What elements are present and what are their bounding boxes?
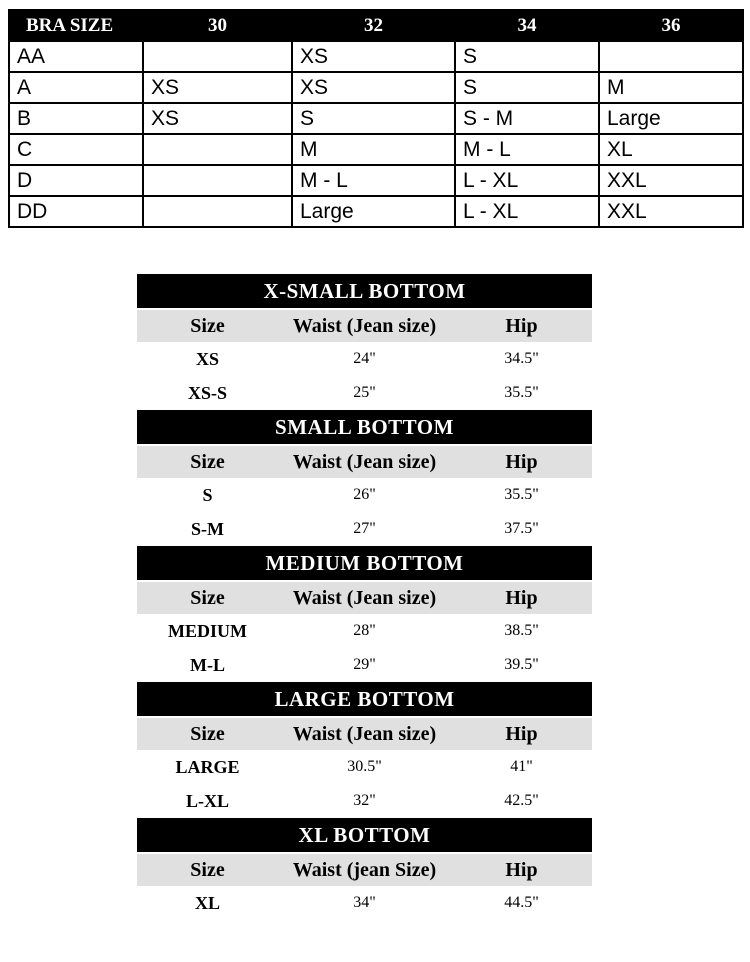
- table-row: [137, 750, 592, 784]
- table-row: [9, 41, 743, 72]
- column-header-hip: Hip: [505, 315, 538, 337]
- hip-cell: 44.5": [504, 894, 539, 911]
- column-header-size: Size: [190, 723, 225, 745]
- size-cell: LARGE: [175, 757, 240, 777]
- size-cell: XS: [196, 349, 220, 369]
- cup-cell: B: [9, 103, 143, 134]
- size-cell: XS-S: [188, 383, 228, 403]
- size-table-small: [137, 410, 592, 546]
- waist-cell: 28": [353, 622, 376, 639]
- size-table-column-headers: [137, 718, 592, 750]
- table-cell: XXL: [599, 196, 743, 227]
- column-header-hip: Hip: [505, 859, 538, 881]
- cup-cell: A: [9, 72, 143, 103]
- table-row: [9, 103, 743, 134]
- table-cell: M: [292, 134, 455, 165]
- waist-cell: 32": [353, 792, 376, 809]
- table-cell: S: [455, 41, 599, 72]
- table-cell: [143, 134, 292, 165]
- table-cell: [143, 196, 292, 227]
- waist-cell: 30.5": [347, 758, 382, 775]
- table-cell: XXL: [599, 165, 743, 196]
- table-row: [9, 196, 743, 227]
- table-cell: S - M: [455, 103, 599, 134]
- table-cell: Large: [599, 103, 743, 134]
- column-header-waist: Waist (Jean size): [292, 451, 437, 473]
- table-cell: XS: [292, 41, 455, 72]
- table-row: [137, 614, 592, 648]
- cup-cell: D: [9, 165, 143, 196]
- column-header-size: Size: [190, 587, 225, 609]
- bra-size-table: [8, 9, 744, 228]
- table-cell: XS: [292, 72, 455, 103]
- bra-table-header-band-32: 32: [292, 10, 455, 41]
- table-row: [137, 784, 592, 818]
- table-row: [137, 886, 592, 920]
- hip-cell: 34.5": [504, 350, 539, 367]
- hip-cell: 38.5": [504, 622, 539, 639]
- size-table-column-headers: [137, 446, 592, 478]
- table-cell: XS: [143, 103, 292, 134]
- bra-table-header-band-34: 34: [455, 10, 599, 41]
- table-row: [9, 134, 743, 165]
- size-table-column-headers: [137, 310, 592, 342]
- size-table-title: XL BOTTOM: [137, 818, 592, 852]
- column-header-size: Size: [190, 451, 225, 473]
- table-row: [137, 342, 592, 376]
- table-cell: XL: [599, 134, 743, 165]
- size-cell: S-M: [191, 519, 225, 539]
- column-header-waist: Waist (Jean size): [292, 587, 437, 609]
- table-cell: M - L: [455, 134, 599, 165]
- size-table-title: SMALL BOTTOM: [137, 410, 592, 444]
- size-cell: MEDIUM: [168, 621, 248, 641]
- waist-cell: 34": [353, 894, 376, 911]
- table-row: [137, 478, 592, 512]
- table-cell: [143, 165, 292, 196]
- cup-cell: AA: [9, 41, 143, 72]
- table-cell: S: [292, 103, 455, 134]
- table-row: [137, 512, 592, 546]
- hip-cell: 39.5": [504, 656, 539, 673]
- waist-cell: 26": [353, 486, 376, 503]
- hip-cell: 42.5": [504, 792, 539, 809]
- size-table-title: LARGE BOTTOM: [137, 682, 592, 716]
- size-table-title: MEDIUM BOTTOM: [137, 546, 592, 580]
- column-header-waist: Waist (Jean size): [292, 723, 437, 745]
- hip-cell: 41": [510, 758, 533, 775]
- table-row: [137, 376, 592, 410]
- table-cell: L - XL: [455, 165, 599, 196]
- table-cell: S: [455, 72, 599, 103]
- size-cell: S: [202, 485, 213, 505]
- bra-table-header-row: [9, 10, 743, 41]
- table-cell: M: [599, 72, 743, 103]
- column-header-hip: Hip: [505, 723, 538, 745]
- size-cell: L-XL: [186, 791, 230, 811]
- table-row: [9, 165, 743, 196]
- column-header-hip: Hip: [505, 587, 538, 609]
- column-header-waist: Waist (Jean size): [292, 315, 437, 337]
- size-table-xsmall: [137, 274, 592, 410]
- bottom-size-tables: [137, 274, 592, 920]
- bra-table-header-band-30: 30: [143, 10, 292, 41]
- size-table-title: X-SMALL BOTTOM: [137, 274, 592, 308]
- waist-cell: 29": [353, 656, 376, 673]
- column-header-waist: Waist (jean Size): [292, 859, 437, 881]
- size-cell: XL: [195, 893, 221, 913]
- hip-cell: 35.5": [504, 486, 539, 503]
- hip-cell: 37.5": [504, 520, 539, 537]
- column-header-hip: Hip: [505, 451, 538, 473]
- hip-cell: 35.5": [504, 384, 539, 401]
- table-cell: M - L: [292, 165, 455, 196]
- size-table-column-headers: [137, 854, 592, 886]
- size-table-xl: [137, 818, 592, 920]
- table-cell: L - XL: [455, 196, 599, 227]
- waist-cell: 27": [353, 520, 376, 537]
- table-row: [137, 648, 592, 682]
- size-cell: M-L: [190, 655, 226, 675]
- size-table-large: [137, 682, 592, 818]
- bra-table-header-label: BRA SIZE: [9, 10, 143, 41]
- table-cell: Large: [292, 196, 455, 227]
- waist-cell: 25": [353, 384, 376, 401]
- waist-cell: 24": [353, 350, 376, 367]
- table-cell: XS: [143, 72, 292, 103]
- column-header-size: Size: [190, 859, 225, 881]
- table-row: [9, 72, 743, 103]
- size-table-column-headers: [137, 582, 592, 614]
- cup-cell: C: [9, 134, 143, 165]
- table-cell: [143, 41, 292, 72]
- cup-cell: DD: [9, 196, 143, 227]
- size-table-medium: [137, 546, 592, 682]
- table-cell: [599, 41, 743, 72]
- bra-table-header-band-36: 36: [599, 10, 743, 41]
- column-header-size: Size: [190, 315, 225, 337]
